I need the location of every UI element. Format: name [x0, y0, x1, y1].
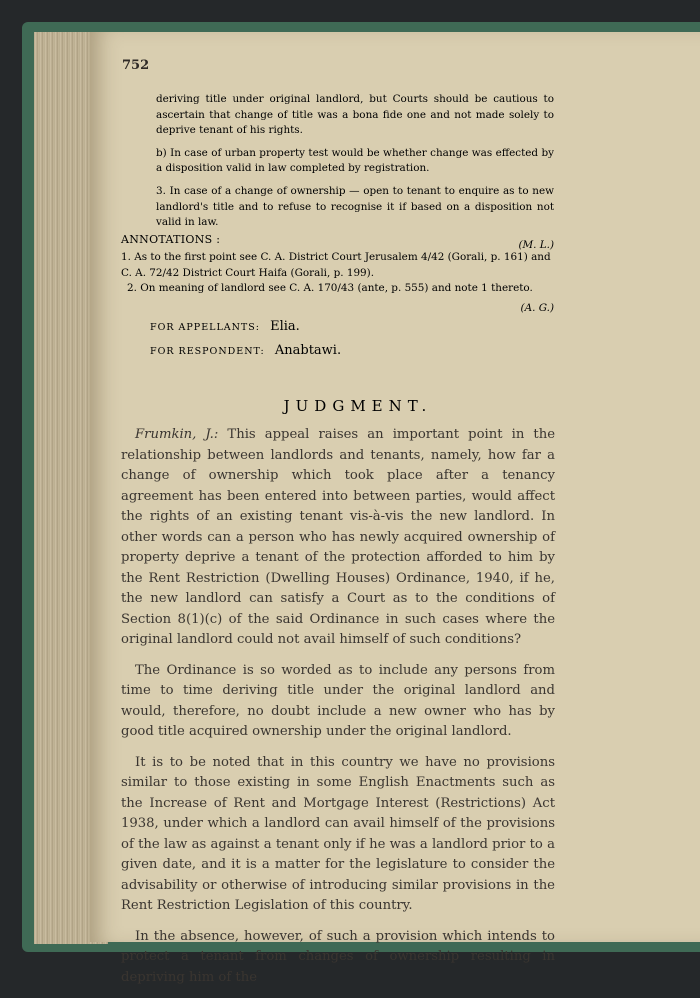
held-paragraph-3: 3. In case of a change of ownership — open to tenant to enquire as to new landlord's title and to refuse to recognise it if based on a disposition not valid in law.: [156, 184, 554, 229]
annotations-heading: ANNOTATIONS :: [121, 233, 221, 246]
respondent-name: Anabtawi.: [274, 343, 342, 358]
respondent-label: FOR RESPONDENT:: [150, 346, 265, 357]
annotations-list: [121, 250, 554, 316]
judgment-paragraph-3: It is to be noted that in this country we have no provisions similar to those existing in some English Enactments such as the Increase of Rent and Mortgage Interest (Restrictions) Act 1938, under which a landlord can avail himself of the provisions of the law as against a tenant only if he was a landlord prior to a given date, and it is a matter for the legislature to consider the advisability or otherwise of introducing similar provisions in the Rent Restriction Legislation of this country.: [121, 754, 555, 913]
judgment-heading: JUDGMENT.: [283, 397, 433, 415]
annotation-item-2: 2. On meaning of landlord see C. A. 170/43 (ante, p. 555) and note 1 thereto.: [127, 282, 533, 295]
judge-name: Frumkin, J.:: [135, 427, 219, 442]
counsel-appellants: [150, 319, 300, 334]
annotation-item-1: 1. As to the first point see C. A. District Court Jerusalem 4/42 (Gorali, p. 161) and C. A. 72/42 District Court Haifa (Gorali, p. 199).: [121, 251, 551, 279]
held-notes: [156, 92, 554, 253]
held-paragraph-2: b) In case of urban property test would be whether change was effected by a disposition valid in law completed by registration.: [156, 146, 554, 175]
counsel-respondent: [150, 343, 341, 358]
appellants-label: FOR APPELLANTS:: [150, 322, 260, 333]
judgment-body: [121, 425, 555, 998]
judgment-paragraph-4: In the absence, however, of such a provision which intends to protect a tenant from changes of ownership resulting in depriving him of the: [121, 928, 555, 985]
judgment-paragraph-2: The Ordinance is so worded as to include any persons from time to time deriving title under the original landlord and would, therefore, no doubt include a new owner who has by good title acquired ownership under the original landlord.: [121, 662, 555, 739]
page-number: 752: [122, 58, 150, 73]
judgment-paragraph-1-text: This appeal raises an important point in the relationship between landlords and tenants, namely, how far a change of ownership which took place after a tenancy agreement has been entered into between parties, would affect the rights of an existing tenant vis-à-vis the new landlord. In other words can a person who has newly acquired ownership of property deprive a tenant of the protection afforded to him by the Rent Restriction (Dwelling Houses) Ordinance, 1940, if he, the new landlord can satisfy a Court as to the conditions of Section 8(1)(c) of the said Ordinance in such cases where the original landlord could not avail himself of such conditions?: [121, 427, 555, 647]
editor-initials-ml: (M. L.): [518, 238, 554, 251]
editor-initials-ag: (A. G.): [520, 301, 554, 314]
held-paragraph-1: deriving title under original landlord, but Courts should be cautious to ascertain that change of title was a bona fide one and not made solely to deprive tenant of his rights.: [156, 93, 554, 137]
judgment-paragraph-1: [121, 425, 555, 651]
appellants-name: Elia.: [270, 319, 300, 334]
